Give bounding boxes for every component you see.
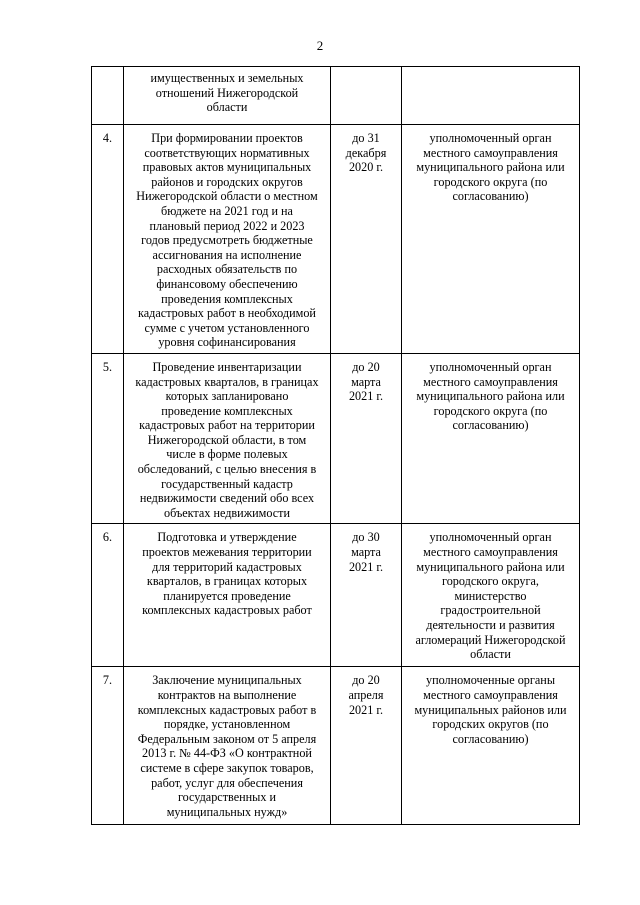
action-plan-table	[91, 66, 580, 825]
responsible-cell: уполномоченный орган местного самоуправления муниципального района или городского округа (по согласованию)	[402, 125, 580, 354]
table-row	[92, 67, 580, 125]
task-cell: При формировании проектов соответствующих нормативных правовых актов муниципальных районов и городских округов Нижегородской области о местном бюджете на 2021 год и на плановый период 2022 и 2023 годов предусмотреть бюджетные ассигнования на исполнение расходных обязательств по финансовому обеспечению проведения комплексных кадастровых работ в необходимой сумме с учетом установленного уровня софинансирования	[124, 125, 331, 354]
table-row	[92, 667, 580, 825]
responsible-cell: уполномоченный орган местного самоуправления муниципального района или городского округа, министерство градостроительной деятельности и развития агломераций Нижегородской области	[402, 524, 580, 667]
task-cell: Подготовка и утверждение проектов межевания территории для территорий кадастровых кварталов, в границах которых планируется проведение комплексных кадастровых работ	[124, 524, 331, 667]
table-row	[92, 125, 580, 354]
responsible-cell: уполномоченные органы местного самоуправления муниципальных районов или городских округов (по согласованию)	[402, 667, 580, 825]
deadline-cell	[331, 67, 402, 125]
task-cell: Проведение инвентаризации кадастровых кварталов, в границах которых запланировано проведение комплексных кадастровых работ на территории Нижегородской области, в том числе в форме полевых обследований, с целью внесения в государственный кадастр недвижимости сведений обо всех объектах недвижимости	[124, 353, 331, 524]
row-number-cell: 5.	[92, 353, 124, 524]
responsible-cell: уполномоченный орган местного самоуправления муниципального района или городского округа (по согласованию)	[402, 353, 580, 524]
row-number-cell: 4.	[92, 125, 124, 354]
table-row	[92, 353, 580, 524]
page-number: 2	[316, 38, 324, 53]
row-number-cell: 6.	[92, 524, 124, 667]
table-row	[92, 524, 580, 667]
deadline-cell: до 20 марта 2021 г.	[331, 353, 402, 524]
responsible-cell	[402, 67, 580, 125]
task-cell: имущественных и земельных отношений Нижегородской области	[124, 67, 331, 125]
deadline-cell: до 20 апреля 2021 г.	[331, 667, 402, 825]
row-number-cell: 7.	[92, 667, 124, 825]
deadline-cell: до 31 декабря 2020 г.	[331, 125, 402, 354]
task-cell: Заключение муниципальных контрактов на выполнение комплексных кадастровых работ в порядке, установленном Федеральным законом от 5 апреля 2013 г. № 44-ФЗ «О контрактной системе в сфере закупок товаров, работ, услуг для обеспечения государственных и муниципальных нужд»	[124, 667, 331, 825]
deadline-cell: до 30 марта 2021 г.	[331, 524, 402, 667]
row-number-cell	[92, 67, 124, 125]
